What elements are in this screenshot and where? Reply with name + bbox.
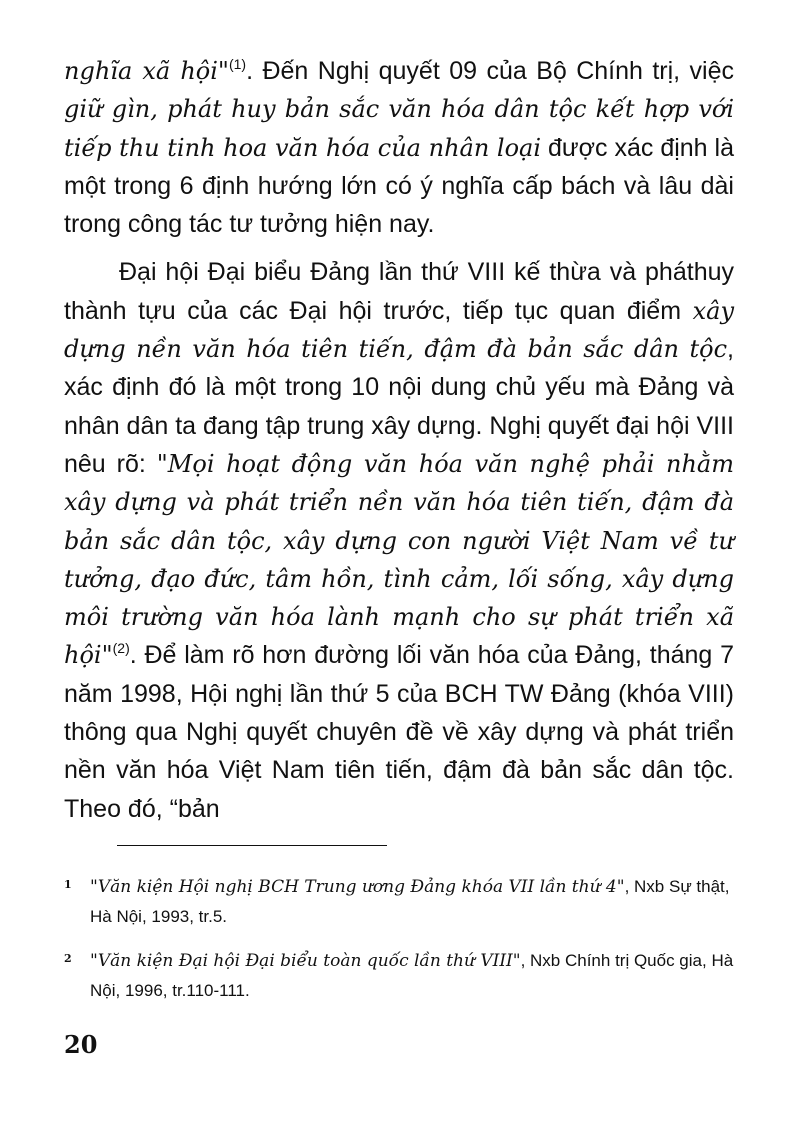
italic-phrase: giữ gìn, phát huy bản sắc văn hóa dân tộc kết hợp với tiếp thu tinh hoa văn hóa của nhân loại: [64, 95, 734, 162]
footnote-ref-2: (2): [112, 640, 130, 657]
footnote-number: 1: [64, 878, 72, 891]
footnote-2: [64, 946, 736, 1006]
footnote-number: 2: [64, 952, 72, 965]
footnote-title: "Văn kiện Hội nghị BCH Trung ương Đảng khóa VII lần thứ 4": [90, 877, 625, 897]
footnote-divider: [117, 845, 387, 846]
text-segment: được xác định là một trong 6 định hướng lớn có ý nghĩa cấp bách và lâu dài trong công tác tư tưởng hiện nay.: [64, 133, 734, 239]
text-segment: Đại hội Đại biểu Đảng lần thứ VIII kế thừa và pháthuy thành tựu của các Đại hội trước, tiếp tục quan điểm: [64, 258, 734, 325]
page-body: [64, 52, 734, 828]
footnote-ref-1: (1): [228, 56, 247, 72]
paragraph-2: [64, 253, 734, 827]
text-segment: . Đến Nghị quyết 09 của Bộ Chính trị, việc: [246, 57, 735, 85]
footnote-1: [64, 872, 736, 932]
text-segment: , xác định đó là một trong 10 nội dung chủ yếu mà Đảng và nhân dân ta đang tập trung xây dựng. Nghị quyết đại hội VIII nêu rõ:: [64, 335, 734, 478]
italic-phrase: xây dựng nền văn hóa tiên tiến, đậm đà bản sắc dân tộc: [64, 296, 734, 364]
footnote-source: , Nxb Chính trị Quốc gia, Hà Nội, 1996, tr.110-111.: [90, 951, 734, 1000]
italic-quote: "Mọi hoạt động văn hóa văn nghệ phải nhằm xây dựng và phát triển nền văn hóa tiên tiến, đậm đà bản sắc dân tộc, xây dựng con người Việt Nam về tư tưởng, đạo đức, tâm hồn, tình cảm, lối sống, xây dựng môi trường văn hóa lành mạnh cho sự phát triển xã hội": [64, 449, 735, 670]
footnote-title: "Văn kiện Đại hội Đại biểu toàn quốc lần thứ VIII": [90, 951, 521, 971]
text-segment: . Để làm rõ hơn đường lối văn hóa của Đảng, tháng 7 năm 1998, Hội nghị lần thứ 5 của BCH TW Đảng (khóa VIII) thông qua Nghị quyết chuyên đề về xây dựng và phát triển nền văn hóa Việt Nam tiên tiến, đậm đà bản sắc dân tộc. Theo đó, “bản: [64, 641, 734, 823]
footnote-source: , Nxb Sự thật, Hà Nội, 1993, tr.5.: [90, 877, 730, 926]
paragraph-1: [64, 52, 734, 243]
page-number: 20: [64, 1030, 98, 1059]
italic-quote-end: nghĩa xã hội": [64, 57, 229, 85]
footnotes: [64, 872, 736, 1020]
